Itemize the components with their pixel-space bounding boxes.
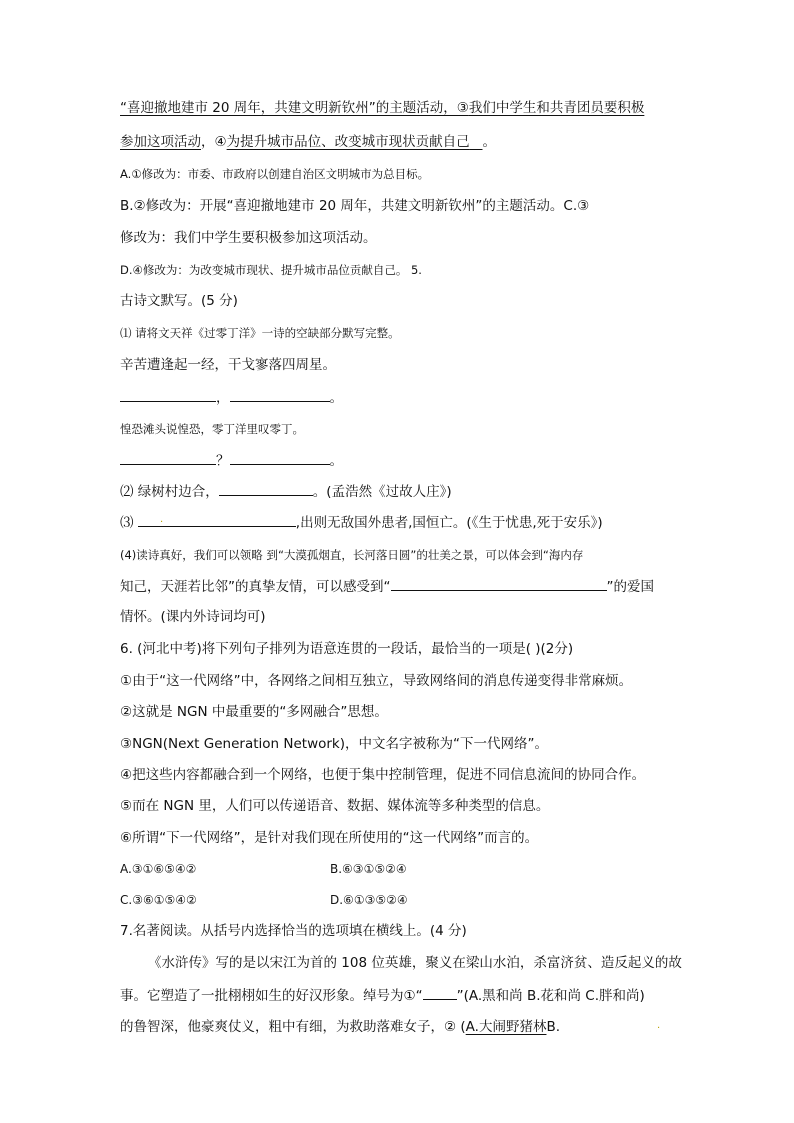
q7-para-line2-b: ”(A.黑和尚 B.花和尚 C.胖和尚) [456, 988, 645, 1004]
q4-option-d: D.④修改为：为改变城市现状、提升城市品位贡献自己。 5. [120, 263, 422, 277]
q4-line2-gap [470, 134, 483, 150]
q5-blank-4[interactable] [230, 451, 330, 465]
q6-sentence-3: ③NGN(Next Generation Network)，中文名字被称为“下一代网络”。 [120, 736, 548, 752]
q5-sub3-prefix: ⑶ [120, 515, 138, 531]
q4-option-c: 修改为：我们中学生要积极参加这项活动。 [120, 230, 377, 246]
q5-poem-line-a: 辛苦遭逢起一经，干戈寥落四周星。 [120, 357, 336, 373]
q5-sub4-blank[interactable] [391, 577, 607, 591]
q6-option-b: B.⑥③①⑤②④ [330, 862, 407, 876]
q6-sentence-1: ①由于“这一代网络”中，各网络之间相互独立，导致网络间的消息传递变得非常麻烦。 [120, 673, 633, 689]
q5-sub4-line2-b: ”的爱国 [606, 579, 654, 595]
q4-item4-text: 为提升城市品位、改变城市现状贡献自己 [226, 134, 470, 150]
q5-blank-row-2 [120, 451, 343, 470]
q5-poem-line-b: 惶恐滩头说惶恐，零丁洋里叹零丁。 [120, 422, 304, 436]
q5-sub4-line1: (4)读诗真好，我们可以领略 到“大漠孤烟直，长河落日圆”的壮美之景，可以体会到“海内存 [120, 548, 584, 562]
q4-line1 [120, 99, 644, 117]
scan-dot-mark-2: . [657, 1020, 661, 1031]
q5-question-mark: ？ [216, 453, 230, 469]
q6-sentence-6: ⑥所谓“下一代网络”，是针对我们现在所使用的“这一代网络”而言的。 [120, 830, 539, 846]
q4-item3-text: 我们中学生和共青团员要积极 [468, 100, 645, 116]
q5-sub2-blank[interactable] [219, 482, 313, 496]
q7-para-line3-a: 的鲁智深，他豪爽仗义，粗中有细，为救助落难女子，② ( [120, 1019, 466, 1035]
q5-blank-1[interactable] [120, 388, 216, 402]
q5-blank-row-1 [120, 388, 343, 407]
q6-option-c: C.③⑥①⑤④② [120, 893, 197, 907]
q5-period-2: 。 [329, 453, 343, 469]
q7-heading: 7.名著阅读。从括号内选择恰当的选项填在横线上。(4 分) [120, 923, 467, 939]
q4-option-a: A.①修改为：市委、市政府以创建自治区文明城市为总目标。 [120, 167, 430, 181]
q7-para-line3-c: B. [546, 1019, 561, 1035]
q4-line2 [120, 133, 496, 151]
q5-sub4-line2-a: 知己，天涯若比邻”的真挚友情，可以感受到“ [120, 579, 391, 595]
q5-sub2-suffix: 。(孟浩然《过故人庄》) [312, 484, 452, 500]
q5-sub4-line2 [120, 577, 654, 596]
q7-para-line2-a: 事。它塑造了一批栩栩如生的好汉形象。绰号为①“ [120, 988, 423, 1004]
q7-para-line2 [120, 986, 645, 1005]
q4-line2-b: ，④ [201, 134, 227, 150]
q6-option-d: D.⑥①③⑤②④ [330, 893, 408, 907]
q5-blank-3[interactable] [120, 451, 216, 465]
q6-sentence-5: ⑤而在 NGN 里，人们可以传递语音、数据、媒体流等多种类型的信息。 [120, 798, 550, 814]
q5-heading: 古诗文默写。(5 分) [120, 293, 238, 309]
q4-line2-d: 。 [482, 134, 496, 150]
q6-sentence-4: ④把这些内容都融合到一个网络，也便于集中控制管理，促进不同信息流间的协同合作。 [120, 767, 646, 783]
q5-blank-2[interactable] [230, 388, 330, 402]
q6-option-a: A.③①⑥⑤④② [120, 862, 197, 876]
q5-comma: ， [216, 390, 230, 406]
q5-sub3-suffix: ,出则无敌国外患者,国恒亡。(《生于忧患,死于安乐》) [295, 515, 603, 531]
q4-line2-a: 参加这项活动 [120, 134, 201, 150]
q4-option-b: B.②修改为：开展“喜迎撤地建市 20 周年，共建文明新钦州”的主题活动。C.③ [120, 198, 590, 214]
q7-para-line1: 《水浒传》写的是以宋江为首的 108 位英雄，聚义在梁山水泊，杀富济贫、造反起义的故 [148, 955, 682, 971]
q5-sub1: ⑴ 请将文天祥《过零丁洋》一诗的空缺部分默写完整。 [120, 326, 400, 340]
q5-period-1: 。 [329, 390, 343, 406]
q7-option-a-underlined: A.大闹野猪林 [465, 1019, 547, 1035]
scan-dot-mark: . [160, 514, 164, 525]
q6-sentence-2: ②这就是 NGN 中最重要的“多网融合”思想。 [120, 704, 388, 720]
q5-sub4-line3: 情怀。(课内外诗词均可) [120, 609, 266, 625]
q4-line1-text: “喜迎撤地建市 20 周年，共建文明新钦州”的主题活动，③ [120, 100, 469, 116]
q7-para-line3 [120, 1018, 560, 1036]
q5-sub3 [120, 513, 603, 532]
q7-blank-1[interactable] [423, 986, 457, 1000]
q5-sub2 [120, 482, 452, 501]
q5-sub2-prefix: ⑵ 绿树村边合， [120, 484, 219, 500]
q6-stem: 6. (河北中考)将下列句子排列为语意连贯的一段话，最恰当的一项是( )(2分) [120, 641, 574, 657]
